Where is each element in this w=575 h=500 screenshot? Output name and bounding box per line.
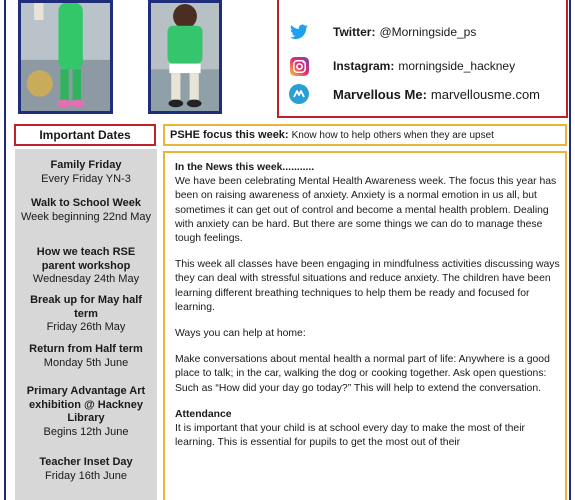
date-title: Teacher Inset Day — [39, 456, 133, 468]
twitter-icon — [289, 22, 309, 42]
date-title: Primary Advantage Art exhibition @ Hackney Library — [26, 385, 146, 424]
twitter-label: Twitter: — [333, 25, 376, 39]
date-item — [15, 159, 157, 186]
instagram-label: Instagram: — [333, 59, 395, 73]
date-item — [15, 246, 157, 287]
pupil-photo-1 — [18, 0, 113, 114]
date-detail: Friday 16th June — [45, 469, 127, 482]
date-item — [15, 197, 157, 224]
instagram-row[interactable] — [289, 56, 515, 76]
date-detail: Friday 26th May — [46, 321, 126, 333]
date-detail: Week beginning 22nd May — [20, 210, 152, 223]
date-title: Walk to School Week — [30, 197, 142, 209]
marvellous-me-icon — [289, 84, 309, 104]
pshe-text: Know how to help others when they are upset — [291, 130, 494, 141]
important-dates-heading: Important Dates — [14, 124, 156, 146]
twitter-row[interactable] — [289, 22, 476, 42]
date-title: How we teach RSE parent workshop — [36, 246, 136, 272]
date-title: Return from Half term — [29, 343, 143, 355]
marvellous-me-row[interactable] — [289, 84, 540, 104]
date-item — [15, 343, 157, 370]
marvellous-me-site[interactable]: marvellousme.com — [430, 86, 541, 102]
news-paragraph: This week all classes have been engaging in mindfulness activities discussing ways they can deal with stressful situations and reduce anxiety. The children have been learning different breathing techniques to help them be ready and focused for learning. — [175, 259, 560, 313]
date-title: Family Friday — [50, 159, 122, 171]
instagram-icon — [289, 56, 309, 76]
news-paragraph: We have been celebrating Mental Health Awareness week. The focus this year has been on raising awareness of anxiety. Anxiety is a normal emotion in us all, but sometimes it can get out of control and become a mental health problem. Dealing with anxiety can be hard. But there are some things we can do to manage these tough feelings. — [175, 176, 557, 245]
attendance-text: It is important that your child is at school every day to make the most of their learning. This is essential for pupils to get the most out of their — [175, 423, 525, 449]
news-paragraph: Make conversations about mental health a normal part of life: Anywhere is a good place to talk; in the car, walking the dog or cooking together. Ask open questions: Such as “How did your day go today?” This will help to extend the conversation. — [175, 354, 550, 394]
date-item — [15, 456, 157, 483]
news-paragraph: Ways you can help at home: — [175, 328, 306, 340]
important-dates-list — [15, 149, 157, 500]
pshe-label: PSHE focus this week: — [170, 129, 289, 141]
pshe-focus-bar — [163, 124, 567, 146]
date-detail: Begins 12th June — [43, 425, 129, 438]
twitter-handle[interactable]: @Morningside_ps — [379, 25, 477, 39]
date-item — [15, 294, 157, 335]
date-detail: Every Friday YN-3 — [41, 172, 131, 185]
instagram-handle[interactable]: morningside_hackney — [398, 59, 516, 73]
pupil-photo-2 — [148, 0, 222, 114]
social-media-box — [277, 0, 568, 118]
date-detail: Wednesday 24th May — [32, 273, 140, 285]
news-heading: In the News this week........... — [175, 162, 315, 173]
news-box — [163, 151, 567, 500]
date-item — [15, 385, 157, 439]
date-title: Break up for May half term — [30, 294, 142, 320]
date-detail: Monday 5th June — [43, 356, 129, 369]
attendance-heading: Attendance — [175, 408, 232, 420]
marvellous-me-label: Marvellous Me: — [333, 86, 427, 102]
news-content — [175, 161, 560, 462]
